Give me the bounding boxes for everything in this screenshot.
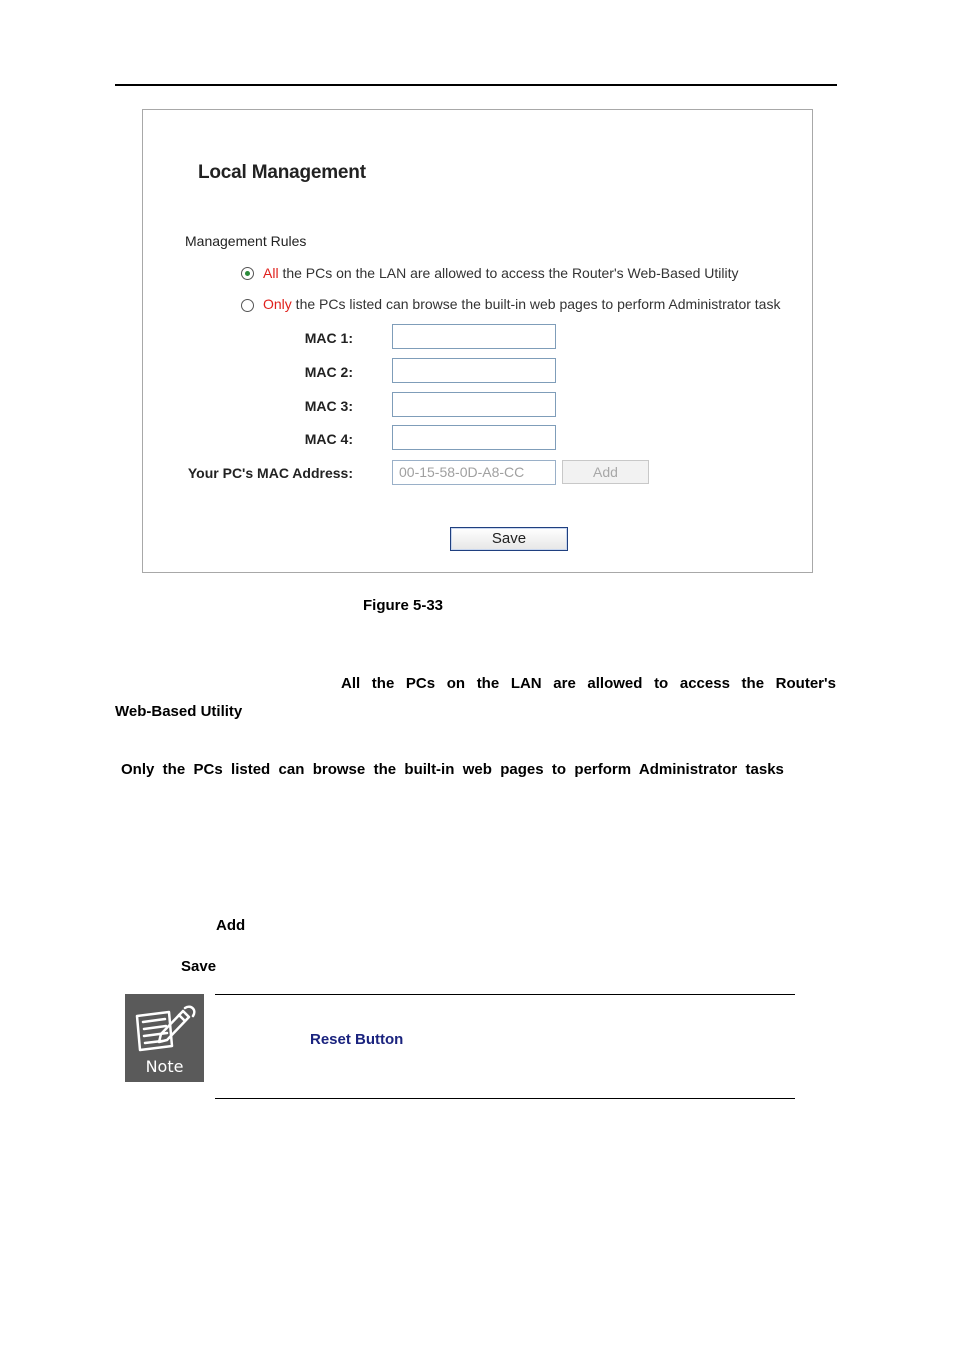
figure-caption: Figure 5-33 [363,597,444,614]
paragraph2: Only the PCs listed can browse the built-in web pages to perform Administrator tasks [121,761,784,778]
paragraph1-word: the [371,675,395,692]
mac1-input[interactable] [392,324,556,349]
your-mac-label: Your PC's MAC Address: [187,465,353,481]
mac3-label: MAC 3: [304,398,353,414]
paragraph1-word: All [341,675,361,692]
note-rule-top [215,994,795,995]
note-rule-bottom [215,1098,795,1099]
mac2-label: MAC 2: [304,364,353,380]
paragraph1-line2: Web-Based Utility [115,703,243,720]
your-mac-field: 00-15-58-0D-A8-CC [392,460,556,485]
paragraph1-word: the [741,675,765,692]
mac4-label: MAC 4: [304,431,353,447]
local-management-panel [142,109,813,573]
mac3-input[interactable] [392,392,556,417]
option-only-text [263,296,780,312]
note-icon-label: Note [145,1057,184,1076]
note-icon [125,994,204,1082]
radio-selected-dot [245,271,250,276]
option-all-highlight: All [263,265,279,281]
paragraph1-word: the [476,675,500,692]
reset-button-link[interactable]: Reset Button [310,1031,404,1048]
add-term: Add [216,917,246,934]
paragraph1-line1 [341,675,836,692]
mac1-label: MAC 1: [304,330,353,346]
option-only-highlight: Only [263,296,292,312]
paragraph1-word: PCs [405,675,436,692]
radio-all-pcs[interactable] [241,267,254,280]
panel-title: Local Management [198,162,366,183]
paragraph1-word: to [654,675,669,692]
paragraph1-word: allowed [587,675,643,692]
option-only-rest: the PCs listed can browse the built-in web pages to perform Administrator task [291,296,781,312]
top-rule [115,84,837,86]
add-mac-button[interactable]: Add [562,460,649,484]
paragraph1-word: access [679,675,730,692]
paragraph1-word: on [446,675,466,692]
mac4-input[interactable] [392,425,556,450]
radio-only-listed-pcs[interactable] [241,299,254,312]
save-term: Save [181,958,217,975]
paragraph1-word: LAN [510,675,542,692]
paragraph1-word: are [553,675,576,692]
option-all-rest: the PCs on the LAN are allowed to access the Router's Web-Based Utility [278,265,739,281]
mac2-input[interactable] [392,358,556,383]
option-all-text [263,265,739,281]
paragraph1-word: Router's [775,675,836,692]
save-button[interactable]: Save [450,527,568,551]
management-rules-label: Management Rules [185,233,307,249]
